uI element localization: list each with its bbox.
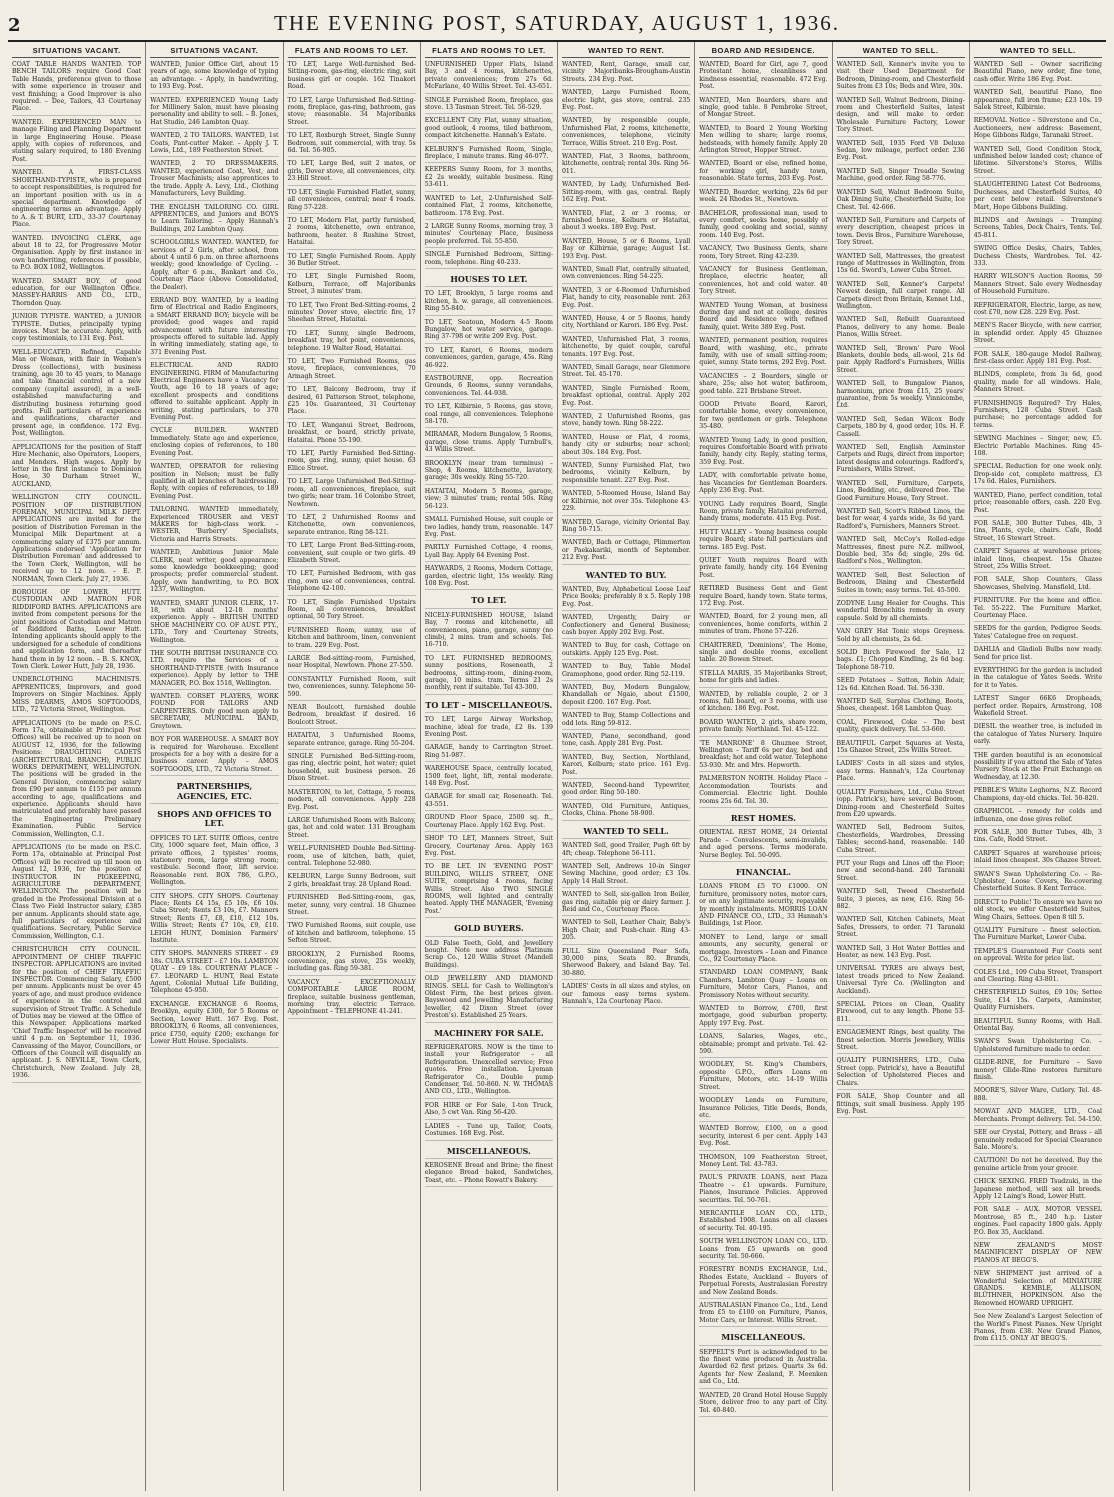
classified-ad: WANTED, Urgently, Dairy or Confectionery and General Business; cash buyer. Apply 202 Evg. Post. (562, 614, 690, 639)
classified-ad: FURNISHINGS Required? Try Hales, Furnishers, 128 Cuba Street. Cash purchase; no percentage added for terms. (974, 400, 1102, 433)
classified-ad: 2 LARGE Sunny Rooms, morning tray, 3 minutes' Courtenay Place, business people preferred. Tel. 55-850. (425, 223, 553, 248)
column-7 (832, 42, 969, 1491)
classified-ad: SPECIAL Prices on Clean, Quality Firewood, cut to any length. Phone 53-811. (837, 1001, 965, 1026)
classified-ad: WANTED Sell, Kitchen Cabinets, Meat Safes, Dressers, to order. 71 Taranaki Street. (837, 916, 965, 941)
classified-ad: WANTED Sell, 1935 Ford V8 Deluxe Sedan, low mileage, perfect order. 236 Evg. Post. (837, 140, 965, 165)
classified-ad: HATAITAI, 3 Unfurnished Rooms, separate entrance, garage. Ring 55-204. (288, 732, 416, 750)
classified-ad: WANTED, House, 5 or 6 Rooms, Lyall Bay or Kilbirnie, garage; August 1st. 193 Evg. Post. (562, 238, 690, 263)
classified-ad: WANTED, by reliable couple, 2 or 3 rooms, full board, or 3 rooms, with use of kitchen. 186 Evg. Post. (699, 691, 827, 716)
section-heading: PARTNERSHIPS, AGENCIES, ETC. (150, 782, 278, 804)
classified-ad: WANTED, Flat, 3 Rooms, bathroom, kitchenette, central; rental 30s. Ring 56-011. (562, 153, 690, 178)
classified-ad: WANTED Sell, Scott's Ribbed Linos, the best for wear, 4 yards wide, 3s 6d yard. Radford's, Furnishers, Manners Street. (837, 508, 965, 533)
classified-ad: CONSTANTLY Furnished Room, suit two, conveniences, sunny. Telephone 50-590. (288, 676, 416, 701)
classified-ad: HATAITAI, Modern 5 Rooms, garage, view; 3 minutes' tram; rental 50s. Ring 56-123. (425, 488, 553, 513)
classified-ad: APPLICATIONS (to be made on P.S.C. Form 17a, obtainable at Principal Post Offices) will be received up till noon on August 12, 1936, for the position of INSTRUCTOR IN PIGKEEPING, AGRICULTURE DEPARTMENT, WELLINGTON. The position will be graded in the Professional Division at a Class Two Field Instructor salary, £385 per annum. Applicants should state age, full particulars of experience and qualifications. Secretary, Public Service Commission, Wellington, C.1. (12, 844, 141, 943)
classified-ad: LOANS, Salaries, Wages, etc., obtainable; prompt and private. Tel. 42-590. (699, 1033, 827, 1058)
classified-ad: ORIENTAL REST HOME, 24 Oriental Parade – Convalescents, semi-invalids, and aged persons. Terms moderate. Nurse Begley. Tel. 50-095. (699, 829, 827, 862)
classified-ad: WANTED, Buy, Section, Northland, Karori, Kelburn; state price. 161 Evg. Post. (562, 754, 690, 779)
classified-ad: WELLINGTON CITY COUNCIL. POSITION OF DISTRIBUTION FOREMAN, MUNICIPAL MILK DEPT. APPLICATIONS are invited for the position of Distribution Foreman in the Municipal Milk Department at a commencing salary of £375 per annum. Applications endorsed 'Application for Distribution Foreman' and addressed to the Town Clerk, Wellington, will be received up to 12 noon. – E. P. NORMAN, Town Clerk. July 27, 1936. (12, 494, 141, 586)
classified-ad: WOODLEY Lends on Furniture, Insurance Policies, Title Deeds, Bonds, etc. (699, 1097, 827, 1122)
classified-ad: APPLICATIONS (to be made on P.S.C. Form 17a, obtainable at Principal Post Offices) will be received up to noon on AUGUST 12, 1936, for the following Positions: DRAUGHTING CADETS (ARCHITECTURAL BRANCH), PUBLIC WORKS DEPARTMENT, WELLINGTON. The positions will be graded in the General Division, commencing salary from £90 per annum to £155 per annum according to age, qualifications and experience. Applicants should have matriculated and preferably have passed the Engineering Preliminary Examination. Public Service Commission, Wellington, C.1. (12, 720, 141, 842)
classified-ad: LARGE Bed-sitting-room, Furnished, near Hospital, Newtown. Phone 27-550. (288, 655, 416, 673)
classified-ad: TO LET, Karori, 6 Rooms, modern conveniences, garden, garage, 45s. Ring 46-922. (425, 347, 553, 372)
classified-ad: BEAUTIFUL Sunny Rooms, with Hall. Oriental Bay. (974, 1018, 1102, 1036)
classified-ad: WANTED Sell, Bedroom Suites, Chesterfields, Wardrobes, Dressing Tables; second-hand, reasonable. 140 Cuba Street. (837, 824, 965, 857)
classified-ad: WANTED. SMART BOY, of good education, for our Wellington Office. MASSEY-HARRIS AND CO., LTD., Thorndon Quay. (12, 278, 141, 311)
section-heading: FLATS AND ROOMS TO LET. (425, 44, 553, 58)
classified-ad: WANTED Sell, English Axminster Carpets and Rugs, direct from importer; latest designs and colourings. Radford's, Furnishers, Willis Street. (837, 444, 965, 477)
classified-ad: WANTED, Bach or Cottage, Plimmerton or Paekakariki, month of September. 212 Evg. Post. (562, 539, 690, 564)
classified-ad: TO LET, Large Bed, suit 2 mates, or girls, Dover stove, all conveniences, city. 23 Hill Street. (288, 160, 416, 185)
classified-ad: BLINDS and Awnings – Tramping Screens, Tables, Deck Chairs, Tents. Tel. 45-811. (974, 217, 1102, 242)
section-heading: SITUATIONS VACANT. (12, 44, 141, 58)
classified-ad: VACANCY, Two Business Gents, share room, Tory Street. Ring 42-239. (699, 245, 827, 263)
classified-ad: GRAPHICOL – remedy for colds and influenza, one dose gives relief. (974, 808, 1102, 826)
column-5 (557, 42, 694, 1491)
classified-ad: GOOD Private Board, Karori, comfortable home, every convenience, for two gentlemen or girls. Telephone 35-480. (699, 401, 827, 434)
classified-ad: CHRISTCHURCH CITY COUNCIL. APPOINTMENT OF CHIEF TRAFFIC INSPECTOR. APPLICATIONS are invited for the position of CHIEF TRAFFIC INSPECTOR. Commencing Salary, £500 per annum. Applicants must be over 45 years of age, and must produce evidence of experience in the control and supervision of Street Traffic. A Schedule of Duties may be viewed at the Office of this Newspaper. Applications marked 'Chief Traffic Inspector' will be received until 4 p.m. on September 11, 1936. Canvassing of the Mayor, Councillors, or Officers of the Council will disqualify an applicant. J. S. NEVILLE, Town Clerk, Christchurch, New Zealand. July 28, 1936. (12, 946, 141, 1082)
classified-ad: WANTED, Board or else, refined home, for working girl, handy town, reasonable. State terms, 203 Evg. Post. (699, 160, 827, 185)
classified-ad: WANTED, 2 TO DRESSMAKERS. WANTED, experienced Coat, Vest, and Trouser Machinists; also apprentices to the trade. Apply A. Levy, Ltd., Clothing Manufacturers, Levy Building. (150, 160, 278, 200)
classified-ad: WANTED Sell, Best Selection of Bedroom, Dining and Chesterfield Suites in town; easy terms. Tel. 45-500. (837, 572, 965, 597)
classified-ad: WANTED, Boarder, working, 22s 6d per week. 24 Rhodes St., Newtown. (699, 189, 827, 207)
classified-ad: STANDARD LOAN COMPANY, Bank Chambers, Lambton Quay – Loans on Furniture, Motor Cars, Pianos, and Promissory Notes without security. (699, 969, 827, 1002)
classified-ad: SLAUGHTERING Latest Cot Bedrooms, Duchesses, and Chesterfield Suites, 40 per cent below retail. Silverstone's Mart, Hope Gibbons Building. (974, 181, 1102, 214)
classified-ad: SOLID Birch Firewood for Sale, 12 bags. £1; Chopped Kindling, 2s 6d bag. Telephone 58-710. (837, 649, 965, 674)
classified-ad: UNIVERSAL TYRES are always best, latest treads priced to New Zealand. Universal Tyre Co. (Wellington and Auckland). (837, 965, 965, 998)
classified-ad: SWING Office Desks, Chairs, Tables, Duchess Chests, Wardrobes. Tel. 42-333. (974, 245, 1102, 270)
classified-ad: LADY, with comfortable private home, has Vacancies for Gentleman Boarders. Apply 236 Evg. Post. (699, 472, 827, 497)
section-heading: SITUATIONS VACANT. (150, 44, 278, 58)
section-heading: HOUSES TO LET. (425, 275, 553, 287)
classified-ad: SINGLE Furnished Bed-Sitting-room, gas ring, electric point, hot water; quiet household, suit business person. 26 Dixon Street. (288, 753, 416, 786)
classified-ad: GARAGE for small car, Roseneath. Tel. 43-551. (425, 793, 553, 811)
classified-ad: QUIET Youth requires Board with private family, handy city. 164 Evening Post. (699, 557, 827, 582)
classified-ad: PARTLY Furnished Cottage, 4 rooms, Lyall Bay. Apply 64 Evening Post. (425, 544, 553, 562)
classified-ad: CYCLE BUILDER. WANTED Immediately. State age and experience, enclosing copies of references, to 180 Evening Post. (150, 427, 278, 460)
section-heading: MISCELLANEOUS. (699, 1333, 827, 1345)
classified-ad: WANTED, Rent, Garage, small car, vicinity Majoribanks-Brougham-Austin Streets. 234 Evg. Post. (562, 61, 690, 86)
section-heading: TO LET. (425, 596, 553, 608)
section-heading: FINANCIAL. (699, 868, 827, 880)
classified-ad: EVERYTHING for the garden is included in the catalogue of Yates Seeds. Write for it to Yates. (974, 667, 1102, 692)
classified-ad: SEEDS for the garden, Pedigree Seeds. Yates' Catalogue free on request. (974, 625, 1102, 643)
classified-ad: OLD False Teeth, Gold, and Jewellery bought. Note new address Platinum Scrap Co., 120 Willis Street (Mandell Buildings). (425, 940, 553, 973)
classified-ad: SEWING Machines – Singer, new, £5. Electric Portable Machines. Ring 45-108. (974, 435, 1102, 460)
classified-ad: NEW ZEALAND'S MOST MAGNIFICENT DISPLAY OF NEW PIANOS AT BEGG'S. (974, 1242, 1102, 1267)
classified-ad: BROOKLYN, 2 Furnished Rooms, convenience, gas stove, 25s weekly, including gas. Ring 59-381. (288, 951, 416, 976)
classified-ad: REFRIGERATORS. NOW is the time to install your Refrigerator – all Refrigeration. Unexcelled service; Free quotes. Free installation. Lyeman Refrigerator Co., Double pump Condenser, Tel. 50-860. N. W. THOMAS AND CO., LTD., Wellington. (425, 1044, 553, 1099)
classified-ad: LARGE Unfurnished Room with Balcony, gas, hot and cold water. 131 Brougham Street. (288, 817, 416, 842)
classified-ad: ENGAGEMENT Rings, best quality. The finest selection. Morris Jewellery, Willis Street. (837, 1029, 965, 1054)
column-2 (145, 42, 282, 1491)
classified-ad: WANTED Sell, Tweed Chesterfield Suite, 3 pieces, as new, £16. Ring 56-882. (837, 888, 965, 913)
classified-ad: VACANCY – EXCEPTIONALLY COMFORTABLE LARGE ROOM, fireplace, suitable business gentleman, morning tray, electric Terrace. Appointment – TELEPHONE 41-241. (288, 979, 416, 1019)
classified-ad: EXCELLENT City Flat, sunny situation, good outlook, 4 rooms, tiled bathroom, compact kitchenette. Hannah's Estate. (425, 117, 553, 142)
classified-ad: WANTED, to Board 2 Young Working Men willing to share; large rooms, bedsteads, with homely family. Apply 20 Arlington Street, Hopper Street. (699, 125, 827, 158)
section-heading: BOARD AND RESIDENCE. (699, 44, 827, 58)
classified-ad: TO LET, Balcony Bedroom, tray if desired, 61 Patterson Street, telephone, £25 10s. Guaranteed, 31 Courtenay Place. (288, 386, 416, 419)
section-heading: WANTED TO SELL. (562, 827, 690, 839)
classified-ad: WANTED Sell, Kenner's invite you to visit their Used Department for Bedroom, Dining-room, and Chesterfield Suites from £3 10s; Beds and Wire, 30s. (837, 61, 965, 94)
classified-ad: FULL Size Queensland Pear Sofa, 30,000 pins, Seats 80. Brands, Sherwood Bakery, and Island Bay. Tel. 30-880. (562, 948, 690, 981)
classified-ad: BOARD WANTED, 2 girls, share room, private family. Northland. Tel. 45-122. (699, 719, 827, 737)
classified-ad: TO LET, Seatoun, Modern 4-5 Room Bungalow, hot water service, garage. Ring 37-798 or write 209 Evg. Post. (425, 319, 553, 344)
classified-ad: WANTED, Small Flat, centrally situated, own conveniences. Ring 54-225. (562, 266, 690, 284)
classified-ad: WANTED Sell, Andrews 10-in Singer Sewing Machine, good order; £3 10s. Apply 14 Hall Street. (562, 863, 690, 888)
masthead (8, 4, 1106, 42)
classified-ad: AUSTRALASIAN Finance Co., Ltd., Lend from £5 to £100 on Furniture, Pianos, Motor Cars, or Interest. Willis Street. (699, 1302, 827, 1327)
classified-ad: MONEY to Lend, large or small amounts, any security, general or mortgage. Investors – Loan and Finance Co., 92 Courtenay Place. (699, 934, 827, 967)
classified-ad: REFRIGERATOR, Electric, large, as new, cost £70, now £28. 229 Evg. Post. (974, 302, 1102, 320)
classified-ad: OFFICES TO LET. SUITE Offices, centre City, 1000 square feet, Main office, 3 private offices, 2 typistes' rooms, stationery room, large strong room; vestibule. Second floor, lift service. Reasonable rent. BOX 786, G.P.O., Wellington. (150, 835, 278, 890)
classified-ad: SPECIAL Reduction for one week only. Drop-side cot, complete mattress, £3 17s 6d. Hales, Furnishers. (974, 463, 1102, 488)
classified-ad: SINGLE Furnished Bedroom, Sitting-room, telephone. Ring 40-233. (425, 251, 553, 269)
classified-ad: BOROUGH OF LOWER HUTT. CUSTODIAN AND MATRON FOR RIDDIFORD BATHS. APPLICATIONS are invited from competent persons for the joint positions of Custodian and Matron of Riddiford Baths, Lower Hutt. Intending applicants should apply to the undersigned for a schedule of conditions and application form, and thereafter hand them in by 12 noon. – B. S. KNOX, Town Clerk. Lower Hutt, July 28, 1936. (12, 589, 141, 673)
section-heading: FLATS AND ROOMS TO LET. (288, 44, 416, 58)
classified-ad: HARRY WILSON'S Auction Rooms, 59 Manners Street. Sale every Wednesday of Household Furniture. (974, 273, 1102, 298)
column-1 (8, 42, 145, 1491)
classified-ad: TO LET, Modern Flat, partly furnished, 2 rooms, kitchenette, own entrance, bathroom, heater. 8 Rushine Street, Hataitai. (288, 217, 416, 250)
classified-ad: JUNIOR TYPISTE. WANTED, a JUNIOR TYPISTE. Duties, principally typing invoices. Must be accurate. Apply, with copy testimonials, to 131 Evg. Post. (12, 313, 141, 346)
classified-ad: FOR SALE, 180-gauge Model Railway, first-class order. Apply 181 Evg. Post. (974, 351, 1102, 369)
classified-ad: MIRAMAR, Modern Bungalow, 5 Rooms, garage, close trams. Apply Turnbull's, 43 Willis Street. (425, 431, 553, 456)
classified-ad: MASTERTON, to let, Cottage, 5 rooms, modern, all conveniences. Apply 228 Evg. Post. (288, 789, 416, 814)
classified-ad: NEW SHIPMENT just arrived of a Wonderful Selection of MINIATURE GRANDS. KEMBLE, ALLISON, BLÜTHNER, HOPKINSON. Also the Renowned HOWARD UPRIGHT. (974, 1270, 1102, 1310)
classified-ad: ELECTRICAL AND RADIO ENGINEERING. FIRM of Manufacturing Electrical Engineers have a Vacancy for Youth, age 16 to 18 years of age; excellent prospects and conditions offered to suitable applicant. Apply in writing, stating particulars, to 370 Evening Post. (150, 362, 278, 424)
classified-ad: VAN GREY Hat Tonic stops Greyness. Sold by all chemists, 2s 6d. (837, 628, 965, 646)
classified-ad: KEROSENE Bread and Brine; the finest elegance Bread baked, Sandwiches, Toast, etc. – Phone Rowatt's Bakery. (425, 1162, 553, 1187)
classified-ad: CITY SHOPS. MANNERS STREET – £9 18s. CUBA STREET – £7 10s. LAMBTON QUAY – £9 18s. COURTENAY PLACE – £7. LEONARD L. HUNT, Real Estate Agent, Colonial Mutual Life Building, Telephone 45-950. (150, 950, 278, 997)
classified-ad: TO BE LET. IN 'EVENING POST' BUILDING, WILLIS STREET, ONE SUITE, comprising 4 rooms, facing Willis Street. Also TWO SINGLE ROOMS, well lighted and centrally heated. Apply THE MANAGER, 'Evening Post.' (425, 863, 553, 918)
classified-ad: TO LET, Partly Furnished Bed-Sitting-room, gas ring, sunny, quiet house. 63 Ellice Street. (288, 450, 416, 475)
section-heading: GOLD BUYERS. (425, 924, 553, 936)
column-8 (969, 42, 1106, 1491)
classified-ad: ERRAND BOY. WANTED, by a leading firm of Electrical and Radio Engineers, a SMART ERRAND BOY; bicycle will be provided; good wages and rapid advancement with future interesting prospects offered to suitable lad. Apply in writing immediately, stating age, to 371 Evening Post. (150, 297, 278, 359)
classified-ad: WANTED, Board for Girl, age 7, good Protestant home, cleanliness and kindness essential, reasonable. 472 Evg. Post. (699, 61, 827, 94)
classified-ad: SWAN'S Swan Upholstering Co. – Re-Upholster, Loose Covers, Re-covering Chesterfield Suites. 8 Kent Terrace. (974, 871, 1102, 896)
section-heading: MISCELLANEOUS. (425, 1147, 553, 1159)
classified-ad: MERCANTILE LOAN CO., LTD., Established 1908. Loans on all classes of security. Tel. 40-195. (699, 1210, 827, 1235)
classified-ad: TO LET, Large Well-furnished Bed-Sitting-room, gas-ring, electric ring, suit business girl or couple. 162 Tinakori Road. (288, 61, 416, 94)
classified-ad: SOUTH WELLINGTON LOAN CO., LTD. Loans from £5 upwards on good security. Tel. 50-666. (699, 1238, 827, 1263)
classified-ad: WANTED. A FIRST-CLASS SHORTHAND-TYPISTE, who is prepared to accept responsibilities, is required for an important position with us in a special department. Knowledge of engineering terms an advantage. Apply to A. & T. BURT, LTD., 33-37 Courtenay Place. (12, 169, 141, 231)
classified-ad: COLES Ltd., 109 Cuba Street, Transport and Clearing. Ring 43-801. (974, 969, 1102, 987)
classified-ad: GROUND Floor Space, 2500 sq. ft., Courtenay Place. Apply 162 Evg. Post. (425, 814, 553, 832)
classified-ad: UNFURNISHED Upper Flats, Island Bay, 3 and 4 rooms, kitchenettes, private conveniences; from 27s 6d. McFarlane, 40 Willis Street. Tel. 43-651. (425, 61, 553, 94)
classified-ad: TO LET, 2 Unfurnished Rooms and Kitchenette, own conveniences, separate entrance. Ring 58-121. (288, 514, 416, 539)
classified-ad: WANTED Sell, Good Condition Stock, unfinished below landed cost; chance of lifetime. Silverstone's Stores, Willis Street. (974, 146, 1102, 179)
classified-ad: CHESTERFIELD Suites, £9 10s; Settee Suite, £14 15s. Carpets, Axminster, Quality Furnishers. (974, 989, 1102, 1014)
classified-ad: WANTED to Let, 2-Unfurnished Self-contained Flat, 2 rooms, kitchenette, bathroom. 178 Evg. Post. (425, 195, 553, 220)
classified-ad: WANTED Sell, Singer Treadle Sewing Machine, good order. Ring 58-776. (837, 168, 965, 186)
classified-ad: SEED Potatoes – Sutton, Robin Adair, 12s 6d. Kitchen Road. Tel. 56-330. (837, 677, 965, 695)
classified-ad: UNDERCLOTHING MACHINISTS. APPRENTICES, Improvers, and good Improvers on Singer Machines. Apply MISS DEARMS, AMOS SOFTGOODS, LTD., 72 Victoria Street, Wellington. (12, 676, 141, 716)
classified-ad: WANTED Sell, McCoy's Rolled-edge Mattresses, finest pure N.Z. millwool, Double bed, 35s 6d; single, 29s 6d. Radford's Nos., Wellington. (837, 536, 965, 569)
classified-ad: WANTED Sell, Furniture and Carpets of every description, cheapest prices in town. Devis Bros., Furniture Warehouse, Tory Street. (837, 217, 965, 250)
classified-ad: SINGLE Furnished Room, fireplace, gas stove. 13 Tasman Street. Tel. 56-529. (425, 97, 553, 115)
section-heading: WANTED TO SELL. (974, 44, 1102, 58)
column-4 (420, 42, 557, 1491)
column-6 (694, 42, 831, 1491)
classified-ad: TO LET, Kilbirnie, 5 Rooms, gas stove, coal range, all conveniences. Telephone 58-170. (425, 403, 553, 428)
classified-ad: NICELY-FURNISHED HOUSE, Island Bay, 7 rooms and kitchenette, all conveniences, piano, garage, sunny (no climb), 2 mins. tram and schools. Tel. 16-710. (425, 612, 553, 652)
classified-ad: WANTED, Junior Office Girl, about 15 years of age, some knowledge of typing an advantage. – Apply, in handwriting, to 193 Evg. Post. (150, 61, 278, 94)
classified-ad: FOR SALE – AUX. MOTOR VESSEL Montrose, 85 ft., 240 h.p. Lister engines. Fuel capacity 1800 gals. Apply P.O. Box 35, Auckland. (974, 1206, 1102, 1239)
classified-ad: WELL-EDUCATED, Refined, Capable Man or Woman, with flair in Women's Dress (collections), with business training, age 30 to 45 years, to Manage and take financial control of a new company (capital assured), in a well-established manufacturing and distributing business returning good profits. Full particulars of experience and qualifications, character and present age, in confidence. 172 Evg. Post, Wellington. (12, 349, 141, 441)
classified-ad: WANTED. EXPERIENCED MAN to manage Filing and Planning Department in large Engineering House. Please apply, with copies of references, and stating salary required, to 180 Evening Post. (12, 119, 141, 166)
classified-ad: WANTED, OPERATOR for relieving position in Nelson; must be fully qualified in all branches of hairdressing. Reply, with copies of references, to 189 Evening Post. (150, 463, 278, 503)
classified-ad: WANTED to Borrow, £700, first mortgage, good suburban property. Apply 197 Evg. Post. (699, 1005, 827, 1030)
classified-ad: WELL-FURNISHED Double Bed-Sitting-room, use of kitchen, bath, quiet, central. Telephone 52-980. (288, 845, 416, 870)
classified-ad: SCHOOLGIRLS WANTED. WANTED, for services of 2 Girls, after school, from about 4 until 6 p.m. on three afternoons weekly; good knowledge of Cycling. – Apply, after 6 p.m., Bankart and Co., Courtenay Place (Above Consolidated, the Dealer). (150, 239, 278, 294)
section-heading: WANTED TO BUY. (562, 571, 690, 583)
classified-ad: WANTED Sell, Sedan Wilcox Body Carpets, 180 by 4, good order, 10s. H. F. Cassell. (837, 416, 965, 441)
classified-ad: LADIES – Tune up, Tailor, Coats, Costumes. 168 Evg. Post. (425, 1123, 553, 1141)
classified-ad: WANTED, Old Furniture, Antiques, Clocks, China. Phone 58-900. (562, 803, 690, 821)
classified-ad: WOODLEY, St. King's Chambers, opposite G.P.O., offers Loans on Furniture, Motors, etc. 14-19 Willis Street. (699, 1061, 827, 1094)
classified-ad: BACHELOR, professional man, used to every comfort, seeks home, possibly of family, good cooking and social, sunny room. 140 Evg. Post. (699, 210, 827, 243)
classified-ad: VACANCY for Business Gentleman, fireplace, electric heater, all conveniences, hot and cold water. 40 Tory Street. (699, 266, 827, 299)
classified-ad: CARPET Squares at warehouse prices; inlaid linos, cheapest. 15s Ghazee Street, 25s Willis Street. (974, 548, 1102, 573)
classified-ad: FURNISHED Bed-Sitting-room, gas, meter, sunny, very central. 18 Ghuznee Street. (288, 894, 416, 919)
classified-ad: WANTED Sell, Furniture, Carpets, Linos, Bedding, etc., delivered free. The Good Furniture House, Tory Street. (837, 480, 965, 505)
classified-ad: DIRECT to Public! To ensure we have no old stock, we offer Chesterfield Suites, Wing Chairs, Settees. Open 8 till 5. (974, 899, 1102, 924)
classified-ad: CHARTERED, 'Dominions', The Home, single and double rooms, excellent table. 20 Bowen Street. (699, 642, 827, 667)
classified-ad: TAILORING. WANTED immediately, Experienced TROUSER and VEST MAKERS for high-class work. – WESTER, 'Burberry' Specialists, Victoria and Harris Streets. (150, 506, 278, 546)
classified-ad: VACANCIES – 2 Boarders, single or share, 25s; also hot water, bathroom, good table. 221 Brisbane Street. (699, 373, 827, 398)
section-heading: REST HOMES. (699, 814, 827, 826)
section-heading: TO LET – MISCELLANEOUS. (425, 701, 553, 713)
classified-ad: WANTED Borrow, £100, on a good security, interest 6 per cent. Apply 143 Evg. Post. (699, 1125, 827, 1150)
classified-ad: SMALL Furnished House, suit couple or two ladies, handy tram, reasonable. 147 Evg. Post. (425, 516, 553, 541)
classified-ad: COAL, Firewood, Coke – The best quality, quick delivery. Tel. 53-660. (837, 719, 965, 737)
classified-ad: CARPET Squares at warehouse prices; inlaid linos cheapest. 30s Ghazee Street. (974, 850, 1102, 868)
classified-ad: WANTED, 5-Roomed House, Island Bay or Kilbirnie, not over 35s. Telephone 43-229. (562, 490, 690, 515)
classified-ad: WANTED to Sell, Leather Chair, Baby's High Chair, and Push-chair. Ring 43-205. (562, 919, 690, 944)
classified-ad: TO LET, Large Front Bed-Sitting-room, convenient, suit couple or two girls. 49 Elizabeth Street. (288, 542, 416, 567)
classified-ad: LADIES' Costs in all sizes and styles, easy terms. Hannah's, 12a Courtenay Place. (837, 760, 965, 785)
classified-ad: WANTED, Piano, perfect condition, total price; reasonable offers, cash. 220 Evg. Post. (974, 492, 1102, 517)
classified-ad: WANTED Sell, good Trailer, Pugh 6ft by 4ft; cheap. Telephone 56-111. (562, 842, 690, 860)
classified-ad: THE ENGLISH TAILORING CO. GIRL APPRENTICES, and Juniors and BOYS to Learn Tailoring. – Apply Hannah's Buildings, 202 Lambton Quay. (150, 204, 278, 237)
classified-ad: WANTED Sell, to Bungalow Pianos, harmonium, price from £15, 25 years' guarantee, from 5s weekly. Vinnicombe, Ltd. (837, 380, 965, 413)
classified-ad: WANTED, Ambitious Junior Male CLERK, neat writer, good appearance; some knowledge bookkeeping; good prospects; prefer commercial student. Apply, own handwriting, to P.O. BOX 1237, Wellington. (150, 549, 278, 596)
classified-ad: TO LET, Roxburgh Street, Single Sunny Bedroom, suit commercial, with tray. 5s 6d. Tel. 56-905. (288, 132, 416, 157)
classified-ad: WANTED, Second-hand Typewriter, good order. Ring 50-180. (562, 782, 690, 800)
classified-ad: FOR SALE, 300 Butter Tubes, 4lb, 3 tins, Plants, cycle, chairs. Cafe, Rodd Street, 16 Stewart Street. (974, 520, 1102, 545)
classified-ad: WANTED, House or Flat, 4 rooms, handy city or suburbs; near school; about 30s. 184 Evg. Post. (562, 434, 690, 459)
classified-ad: FOR SALE, 300 Butter Tubes, 4lb, 3 tins. Cafe, Rodd Street. (974, 829, 1102, 847)
classified-ad: WANTED, Small Garage, near Glenmore Street. Tel. 45-170. (562, 364, 690, 382)
classified-ad: WANTED Young Woman, at business during day and not at college, desires Board and Residence with refined family, quiet. Write 389 Evg. Post. (699, 302, 827, 335)
classified-ad: WANTED Sell, beautiful Piano, fine appearance, full iron frame; £23 10s. 19 Salek Street, Kilbirnie. (974, 89, 1102, 114)
classified-ad: TO LET, Brooklyn, 5 large rooms and kitchen, h. w. garage, all conveniences. Ring 55-840. (425, 290, 553, 315)
classified-ad: GARAGE, handy to Carrington Street. Ring 51-987. (425, 744, 553, 762)
classified-ad: SWAN'S Swan Upholstering Co. – Upholstered furniture made to order. (974, 1038, 1102, 1056)
classified-ad: THE SOUTH BRITISH INSURANCE CO. LTD. require the Services of a SHORTHAND-TYPISTE (with Insurance experience). Apply by letter to THE MANAGER, P.O. Box 1518, Wellington. (150, 650, 278, 690)
classified-ad: QUALITY Furniture – finest selection. The Furniture Market, Lower Cuba. (974, 927, 1102, 945)
classified-ad: WANTED, Buy, Alphabetical Loose Leaf Price Books; preferably 8 x 5. Reply 198 Evg. Post. (562, 586, 690, 611)
page-number: 2 (8, 15, 21, 36)
classified-ad: BROOKLYN (near tram terminus) – Shop, 4 Rooms, kitchenette, lavatory, garage; 30s weekly. Ring 55-720. (425, 460, 553, 485)
classified-ad: WANTED to Sell, six-gallon Iron Boiler, gas ring, suitable pig or dairy farmer. J. Reid and Co., Courtenay Place. (562, 891, 690, 916)
classified-ad: WANTED, by Lady, Unfurnished Bed-Sitting-room, with gas, central. Reply 162 Evg. Post. (562, 181, 690, 206)
classified-ad: EASTBOURNE, opp. Recreation Grounds, 6 Rooms, sunny verandahs, conveniences. Tel. 44-938. (425, 375, 553, 400)
classified-ad: WANTED Sell, Rebuilt Guaranteed Pianos, delivery to any home. Beale Pianos, Willis Street. (837, 316, 965, 341)
classified-ad: WANTED Sell, 'Brown' Pure Wool Blankets, double beds, all-wool, 21s 6d pair. Apply Radford's Furnishers, Willis Street. (837, 345, 965, 378)
classified-ad: PUT your Rugs and Linos off the Floor; new and second-hand. 240 Taranaki Street. (837, 860, 965, 885)
classified-ad: WANTED Sell, Walnut Bedroom Suite, Oak Dining Suite, Chesterfield Suite, Ice Chest. Tel. 42-666. (837, 189, 965, 214)
classified-ad: WANTED, Buy, Modern Bungalow, Khandallah or Ngaio, about £1500, deposit £200. 167 Evg. Post. (562, 684, 690, 709)
classified-ad: TO LET, Large Unfurnished Bed-Sitting-room, fireplace, gas-ring, bathroom, gas stove; reasonable. 34 Majoribanks Street. (288, 97, 416, 130)
classified-ad: BLINDS, complete, from 3s 6d, good quality, made for all windows. Hale, Manners Street. (974, 371, 1102, 396)
classified-ad: CHICK SEXING. FRED Tsudzuki, in the Japanese method, will sex all breeds. Apply 12 Laing's Road, Lower Hutt. (974, 1178, 1102, 1203)
classified-ad: APPLICATIONS for the position of Staff Hire Mechanic, also Operators, Loopers, and Menders. High wages. Apply by letter in the first instance to Dominion Hose, 30 Durham Street W., AUCKLAND. (12, 444, 141, 491)
classified-ad: WANTED, 20 Grand Hotel House Supply Store, deliver free to any part of City. Tel. 40-840. (699, 1392, 827, 1417)
section-heading: WANTED TO SELL. (837, 44, 965, 58)
classified-ad: WANTED to Buy, Table Model Gramophone, good order. Ring 52-119. (562, 663, 690, 681)
classified-ad: ZODYNE Lung Healer for Coughs. This wonderful Bronchitis remedy in every capsule. Sold by all chemists. (837, 600, 965, 625)
classified-ad: WANTED, Garage, vicinity Oriental Bay. Ring 50-715. (562, 519, 690, 537)
classified-ad: GLIDE-RINE, for Furniture – Save money! Glide-Rine restores furniture finish. (974, 1059, 1102, 1084)
classified-ad: FOR SALE, Shop Counter and all fittings, suit small business. Apply 195 Evg. Post. (837, 1093, 965, 1118)
classified-ad: FURNISHED Room, sunny, use of kitchen and bathroom, linen, convenient to tram. 229 Evg. Post. (288, 627, 416, 652)
classified-ad: QUALITY Furnishers, Ltd., Cuba Street (opp. Patrick's), have several Bedroom, Dining-room and Chesterfield Suites from £20 upwards. (837, 789, 965, 822)
classified-ad: TO LET. FURNISHED BEDROOMS, sunny positions, Roseneath, 2 bedrooms, sitting-room, dining-room, garage, 10 mins. tram. Terms 21 2s monthly, rent if suitable. Tel 43-300. (425, 655, 553, 695)
classified-ad: PEBBLE'S White Leghorns, N.Z. Record Champions, day-old chicks. Tel. 50-820. (974, 787, 1102, 805)
classified-ad: NEAR Boulcott, furnished double Bedroom, breakfast if desired. 16 Boulcott Street. (288, 704, 416, 729)
classified-ad: WANTED, Flat, 2 or 3 rooms, or furnished house, Kelburn or Hataitai, about 3 weeks. 189 Evg. Post. (562, 210, 690, 235)
classified-ad: WANTED Sell – Owner sacrificing Beautiful Piano, new order, fine tone, cash offer. Write 186 Evg. Post. (974, 61, 1102, 86)
classified-ad: WANTED, 2 Unfurnished Rooms, gas stove, handy town. Ring 58-222. (562, 413, 690, 431)
classified-ad: OLD JEWELLERY AND DIAMOND RINGS. SELL for Cash to Wellington's Oldest Firm, the best prices given. Bayswood and Jewelling Manufacturing Jeweller, 42 Dixon Street (over Preston's). Established 25 Years. (425, 975, 553, 1022)
classified-ad: PAUL'S PRIVATE LOANS, next Plaza Theatre – £1 upwards. Furniture, Pianos, Insurance Policies. Approved securities. Tel. 50-761. (699, 1174, 827, 1207)
classified-ad: KELBURN'S Furnished Room, Single, fireplace, 1 minute trams. Ring 46-077. (425, 146, 553, 164)
classified-ad: BOY FOR WAREHOUSE. A SMART BOY is required for Warehouse. Excellent prospects for a boy with a desire for a business career. Apply – AMOS SOFTGOODS, LTD., 72 Victoria Street. (150, 736, 278, 776)
classified-ad: TO LET, Single Furnished Room. Apply 36 Butler Street. (288, 253, 416, 271)
classified-ad: See New Zealand's Largest Selection of the World's Finest Pianos. New Upright Pianos, from £38. New Grand Pianos, from £115. ONLY AT BEGG'S. (974, 1313, 1102, 1346)
classified-ad: WANTED. EXPERIENCED Young Lady for Millinery Salon, must have pleasing personality and ability to sell. – B. Jones, Hat Studio, 246 Lambton Quay. (150, 97, 278, 130)
classified-ad: FURNITURE. For the home and office. Tel. 55-222. The Furniture Market, Courtenay Place. (974, 597, 1102, 622)
classified-ad: WANTED. CORSET PLAYERS, WORK FOUND FOR TAILORS AND CARPENTERS. Only good men apply to SECRETARY, MUNICIPAL BAND, Greytown. (150, 693, 278, 733)
classified-ad: REMOVAL Notice – Silverstone and Co., Auctioneers, new address: Basement, Hope Gibbons Ridge, Taranaki Street. (974, 117, 1102, 142)
classified-ad: WANTED, 2 TO TAILORS. WANTED, 1st Coats, Pant-cutter Maker. – Apply J. T. Lewis, Ltd., 189 Featherston Street. (150, 132, 278, 157)
column-3 (283, 42, 420, 1491)
section-heading: WANTED TO RENT. (562, 44, 690, 58)
classified-ad: KELBURN, Large Sunny Bedroom, suit 2 girls, breakfast tray. 28 Upland Road. (288, 873, 416, 891)
classified-ad: LADIES' Costs in all sizes and styles, on our famous easy terms system. Hannah's, 12a Courtenay Place. (562, 983, 690, 1008)
classified-ad: WANTED to Buy, for cash, Cottage on outskirts. Apply 125 Evg. Post. (562, 642, 690, 660)
classified-ad: TO LET, Single Furnished Room, Kelburn, Terrace, off Majoribanks Street, 3 minutes' tram. (288, 273, 416, 298)
classified-ad: WANTED, by responsible couple, Unfurnished Flat, 2 rooms, kitchenette, conveniences, telephone, vicinity Terrace, Willis Street. 210 Evg. Post. (562, 117, 690, 150)
newspaper-title: THE EVENING POST, SATURDAY, AUGUST 1, 1936. (274, 11, 840, 35)
classified-ad: BEAUTIFUL Carpet Squares at Vesta, 15s Ghazee Street, 25s Willis Street. (837, 740, 965, 758)
classified-ad: THE garden beautiful is an economical possibility if you attend the Sale of Yates Nursery Stock at the Fruit Exchange on Wednesday, at 12.30. (974, 752, 1102, 785)
classified-ad: WANTED, Unfurnished Flat, 3 rooms, kitchenette, by quiet couple, careful tenants. 197 Evg. Post. (562, 336, 690, 361)
classified-ad: WANTED, 3 or 4-Roomed Unfurnished Flat, handy to city, reasonable rent. 263 Evg. Post. (562, 287, 690, 312)
classified-ad: TO LET, Single Furnished Flatlet, sunny, all conveniences, central; near 4 roads. Ring 57-228. (288, 189, 416, 214)
classified-ad: WANTED, Large Furnished Room, electric light, gas stove, central. 235 Evg. Post. (562, 89, 690, 114)
classified-ad: WANTED, Piano, secondhand, good tone, cash. Apply 281 Evg. Post. (562, 733, 690, 751)
classified-ad: MOWAT AND MAGEE, LTD., Coal Merchants. Prompt delivery. Tel. 54-150. (974, 1108, 1102, 1126)
classified-ad: KEEPERS Sunny Room, for 3 months, £2 2s weekly, suitable business. Ring 53-611. (425, 166, 553, 191)
classified-columns (8, 42, 1106, 1491)
section-heading: MACHINERY FOR SALE. (425, 1029, 553, 1041)
classified-ad: PALMERSTON NORTH. Holiday Place – Accommodation Tourists and Commercial. Electric light. Double rooms 25s 6d. Tel. 30. (699, 775, 827, 808)
classified-ad: TO LET, Furnished Bedroom, with gas ring, own use of conveniences, central. Telephone 42-100. (288, 570, 416, 595)
classified-ad: WANTED, SMART JUNIOR CLERK, 17-18, with about 12-18 months' experience. Apply – BRITISH UNITED SHOE MACHINERY CO. OF AUST. PTY., LTD., Tory and Courtenay Streets, Wellington. (150, 600, 278, 647)
classified-ad: TO LET, Wanganui Street, Bedroom, breakfast, or board, strictly private, Hataitai. Phone 55-190. (288, 422, 416, 447)
classified-ad: TO LET, Two Front Bed-Sitting-rooms, 2 minutes' Dover stove, electric fire, 17 Sheehan Street, Hataitai. (288, 302, 416, 327)
classified-ad: WANTED, House, 4 or 5 Rooms, handy city, Northland or Karori. 186 Evg. Post. (562, 315, 690, 333)
classified-ad: TO LET, Large Unfurnished Bed-Sitting-room, all conveniences, fireplace, suit two girls; near tram. 16 Colombo Street, Newtown. (288, 478, 416, 511)
classified-ad: COAT TABLE HANDS WANTED. TOP BENCH TAILORS require Good Coat Table Hands, preference given to those with some experience in trouser and vest finishing; a Good Improver is also required. – Dee, Tailors, 43 Courtenay Place. (12, 61, 141, 116)
classified-ad: DIESIL the weather tree, is included in the catalogue of Yates Nursery. Inquire early. (974, 723, 1102, 748)
classified-ad: WANTED to Buy, Stamp Collections and odd lots. Ring 59-812. (562, 712, 690, 730)
classified-ad: LOANS FROM £5 TO £1000. ON furniture, promissory notes, motor cars, or on any legitimate security, repayable by monthly instalments. MORRIS LOAN AND FINANCE CO., LTD., 33 Hannah's Buildings, 1st Floor. (699, 883, 827, 930)
classified-ad: WANTED Sell, 3 Hot Water Bottles and Heater, as new. 143 Evg. Post. (837, 945, 965, 963)
classified-ad: WANTED, Men Boarders, share and single, good table. 8 Pembroke Street, of Mongar Street. (699, 97, 827, 122)
classified-ad: WANTED Sell, Surplus Clothing, Boots, Shoes, cheapest. 168 Lambton Quay. (837, 698, 965, 716)
classified-ad: TO LET, Single Furnished Upstairs Room, all conveniences, breakfast optional, 50 Tory Street. (288, 599, 416, 624)
classified-ad: WANTED Sell, Kenner's Carpets! Newest design, full carpet range. All Carpets direct from Britain, Kennet Ltd., Wellington. (837, 281, 965, 314)
classified-ad: TEMPLE'S Guaranteed Fur Coats sent on approval. Write for price list. (974, 948, 1102, 966)
classified-ad: SEPPELT'S Port is acknowledged to be the finest wine produced in Australia. Awarded 62 first prizes. Quarts 3s 6d. Agents for New Zealand, F. Meenken and Co., Ltd. (699, 1349, 827, 1389)
classified-ad: MEN'S Racer Bicycle, with new carrier, in splendid order. Apply 45 Ghuznee Street. (974, 322, 1102, 347)
classified-ad: TO LET, Sunny, single Bedroom, breakfast tray, hot point, conveniences, telephone. 19 Walter Road, Hataitai. (288, 330, 416, 355)
classified-ad: WANTED, Sunny Furnished Flat, two bedrooms, vicinity Kelburn, by responsible tenant. 227 Evg. Post. (562, 462, 690, 487)
classified-ad: WANTED Sell, Walnut Bedroom, Dining-room and Chesterfield Suites, latest design, and will make to order. Wholesale Furniture Factory, Lower Tory Street. (837, 97, 965, 137)
classified-ad: FOR HIRE or For Sale, 1-ton Truck, Also, 5 cwt Van. Ring 56-420. (425, 1102, 553, 1120)
classified-ad: WANTED Young Lady, in good position, requires Comfortable Board with private family, handy city. Reply, stating terms, 359 Evg. Post. (699, 437, 827, 470)
classified-ad: WANTED, Board, for 2 young men, all conveniences, home comforts, within 2 minutes of tram. Phone 57-226. (699, 613, 827, 638)
classified-ad: MOORE'S, Silver Ware, Cutlery. Tel. 48-888. (974, 1087, 1102, 1105)
classified-ad: YOUNG Lady requires Board, Single Room, private family, Hataitai preferred, handy trams, moderate. 415 Evg. Post. (699, 501, 827, 526)
classified-ad: HUTT VALLEY – Young business couple require Board; state full particulars and terms. 185 Evg. Post. (699, 529, 827, 554)
classified-ad: TO LET, Large Airway Workshop, machine, ideal for trade, £2 8s. 139 Evening Post. (425, 716, 553, 741)
classified-ad: HAYWARDS, 2 Rooms, Modern Cottage, garden, electric light, 15s weekly. Ring 108 Evg. Post. (425, 565, 553, 590)
classified-ad: TO LET, Two Furnished Rooms, gas stove, fireplace, conveniences, 70 Armagh Street. (288, 358, 416, 383)
classified-ad: WANTED. INVOICING CLERK, age about 18 to 22, for Progressive Motor Organisation. Apply by first instance in own handwriting, references if possible, to P.O. BOX 1082, Wellington. (12, 235, 141, 275)
classified-ad: EXCHANGE. EXCHANGE 6 Rooms, Brooklyn, equity £300, for 5 Rooms or Section, Lower Hutt. 167 Evg. Post. BROOKLYN, 6 Rooms, all conveniences, price £750, equity £200; exchange for Lower Hutt House. Specialists. (150, 1001, 278, 1048)
classified-ad: SEE our Crystal, Pottery, and Brass – all genuinely reduced for Special Clearance Sale. Moore's. (974, 1129, 1102, 1154)
classified-ad: WANTED, permanent position, requires Board, with washing, etc., private family, with use of small sitting-room; quiet, sunny. State terms, 292 Evg. Post. (699, 337, 827, 370)
classified-ad: TWO Furnished Rooms, suit couple, use of kitchen and bathroom, telephone. 15 Sefton Street. (288, 922, 416, 947)
classified-ad: LATEST Singer 66K6 Dropheads, perfect order. Repairs, Armstrong, 108 Wakefield Street. (974, 695, 1102, 720)
section-heading: SHOPS AND OFFICES TO LET. (150, 810, 278, 832)
classified-ad: CAUTION! Do not be deceived. Buy the genuine article from your grocer. (974, 1157, 1102, 1175)
classified-ad: DAHLIA and Gladioli Bulbs now ready. Send for price list. (974, 646, 1102, 664)
classified-ad: CITY SHOPS. CITY SHOPS. Courtenay Place; Rents £4 15s, £5 10s, £6 10s. Cuba Street; Rents £3 10s, £7. Manners Street; Rents £7, £8, £10, £12 10s. Willis Street; Rents £7 10s, £9, £10. LEIGH HUNT, Dominion Farmers' Institute. (150, 893, 278, 948)
classified-ad: WAREHOUSE Space, centrally located, 1500 feet, light, lift, rental moderate. 148 Evg. Post. (425, 765, 553, 790)
classified-ad: THOMSON, 109 Featherston Street, Money Lent. Tel. 43-783. (699, 1154, 827, 1172)
classified-ad: RETIRED Business Gent and Gent require Board, handy town. State terms, 172 Evg. Post. (699, 585, 827, 610)
classified-ad: SHOP TO LET, Manners Street, Suit Grocery, Courtenay Area. Apply 163 Evg. Post. (425, 835, 553, 860)
classified-ad: WANTED Sell, Mattresses, the greatest range of Mattresses in Wellington, from 15s 6d. Sword's, Lower Cuba Street. (837, 253, 965, 278)
classified-ad: FOR SALE, Shop Counters, Glass Showcases, Shelving. Mansfield, Ltd. (974, 576, 1102, 594)
classified-ad: QUALITY FURNISHERS, LTD., Cuba Street (opp. Patrick's), have a Beautiful Selection of Upholstered Pieces and Chairs. (837, 1057, 965, 1090)
classified-ad: WANTED, Single Furnished Room, breakfast optional, central. Apply 202 Evg. Post. (562, 385, 690, 410)
classified-ad: 'TE MANRONE' 8 Ghuznee Street, Wellington – Tariff 6s per day, bed and breakfast; hot and cold water. Telephone 53-930. Mr. and Mrs. Hepworth. (699, 740, 827, 773)
classified-ad: FORESTRY BONDS EXCHANGE, Ltd., Rhodes Estate, Auckland – Buyers of Perpetual Forests, Australasian Forestry and New Zealand Bonds. (699, 1266, 827, 1299)
classified-ad: STELLA MARIS, 35 Majoribanks Street, home for girls and ladies. (699, 670, 827, 688)
